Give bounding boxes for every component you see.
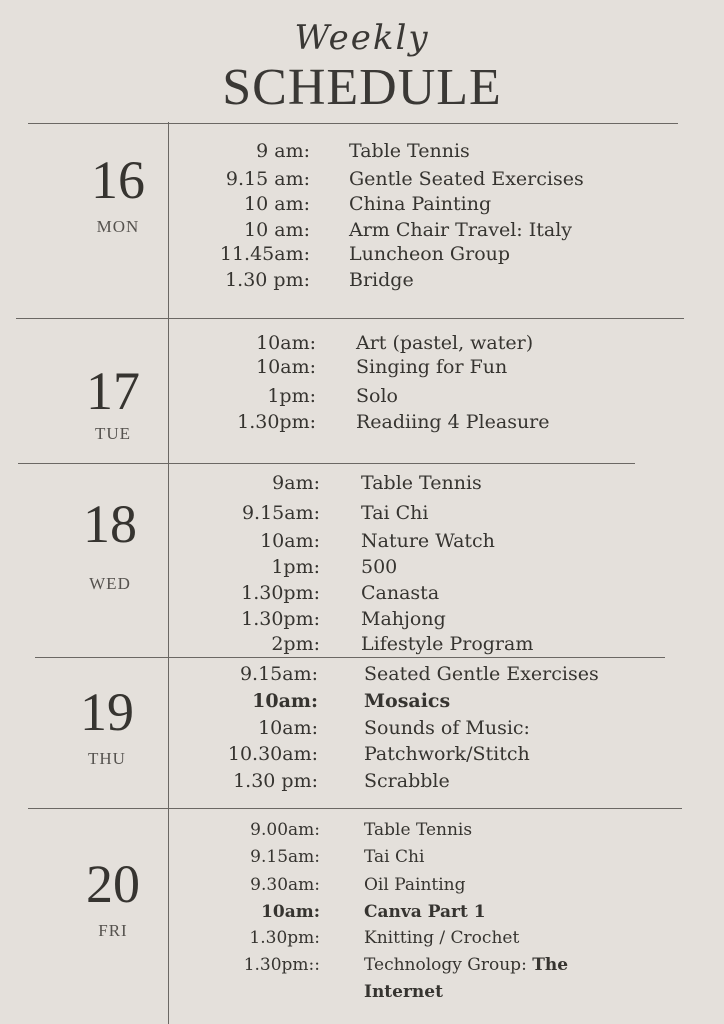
entry-time: 9.00am: — [250, 820, 320, 840]
day-number: 17 — [86, 361, 140, 421]
entry-event — [364, 902, 486, 922]
entry-time: 9am: — [272, 472, 320, 494]
entry-event — [349, 140, 470, 162]
divider — [28, 808, 682, 809]
entry-event — [364, 690, 450, 712]
event-text: Table Tennis — [364, 820, 473, 840]
entry-event — [361, 472, 482, 494]
entry-time: 11.45am: — [219, 243, 310, 265]
entry-time: 9.15am: — [250, 847, 320, 867]
entry-event — [356, 411, 550, 433]
day-name: WED — [89, 574, 131, 593]
entry-time: 9.15 am: — [225, 168, 310, 190]
entry-time: 1.30pm: — [237, 411, 316, 433]
event-text: Tai Chi — [361, 502, 429, 524]
entry-time: 1.30pm: — [249, 928, 320, 948]
entry-event — [349, 269, 414, 291]
day-number: 18 — [83, 494, 137, 554]
entry-time: 9.30am: — [250, 875, 320, 895]
event-text: 500 — [361, 556, 398, 578]
entry-time: 9.15am: — [239, 663, 318, 685]
event-text: Solo — [356, 385, 398, 407]
event-text: Tai Chi — [364, 847, 425, 867]
event-text: Oil Painting — [364, 875, 466, 895]
entry-event — [364, 663, 599, 685]
divider — [28, 123, 678, 124]
entry-event — [356, 356, 507, 378]
event-text-bold: The — [532, 955, 569, 975]
entry-event — [349, 193, 491, 215]
entry-time: 1.30pm:: — [243, 955, 320, 975]
entry-time: 10am: — [256, 356, 316, 378]
day-name: THU — [88, 749, 126, 768]
event-text: Luncheon Group — [349, 243, 511, 265]
entry-time: 9.15am: — [241, 502, 320, 524]
event-text: Technology Group: — [364, 955, 533, 975]
entry-event — [364, 743, 530, 765]
entry-event — [364, 717, 530, 739]
event-text: Canasta — [361, 582, 440, 604]
event-text: Patchwork/Stitch — [364, 743, 530, 765]
entry-event — [361, 502, 429, 524]
script-title: Weekly — [294, 18, 430, 58]
entry-event — [349, 243, 510, 265]
entry-event — [364, 875, 466, 895]
entry-event — [364, 770, 450, 792]
divider — [35, 657, 665, 658]
event-text: Nature Watch — [361, 530, 495, 552]
entry-event — [349, 219, 572, 241]
event-text: Readiing 4 Pleasure — [356, 411, 550, 433]
entry-event — [364, 928, 519, 948]
event-text: Scrabble — [364, 770, 450, 792]
entry-time: 1.30pm: — [241, 608, 320, 630]
entry-event — [364, 982, 443, 1002]
entry-event — [361, 582, 439, 604]
event-text: Mahjong — [361, 608, 446, 630]
entry-event — [361, 530, 495, 552]
entry-time: 10.30am: — [227, 743, 318, 765]
entry-event — [356, 385, 398, 407]
entry-event — [364, 847, 424, 867]
entry-time: 10am: — [260, 530, 320, 552]
entry-time: 1.30 pm: — [233, 770, 318, 792]
day-name: MON — [96, 217, 140, 236]
entry-event — [356, 332, 533, 354]
event-text: Table Tennis — [349, 140, 470, 162]
entry-time: 10am: — [252, 690, 318, 712]
entry-event — [361, 633, 533, 655]
entry-time: 10am: — [258, 717, 318, 739]
entry-event — [364, 820, 472, 840]
day-number: 19 — [80, 682, 134, 742]
entry-time: 10am: — [261, 902, 320, 922]
entry-time: 1pm: — [267, 385, 316, 407]
event-text: Table Tennis — [361, 472, 482, 494]
page-title: SCHEDULE — [222, 59, 502, 116]
event-text: Knitting / Crochet — [364, 928, 520, 948]
event-text: Arm Chair Travel: Italy — [349, 219, 573, 241]
entry-time: 1.30pm: — [241, 582, 320, 604]
day-name: TUE — [94, 424, 132, 443]
entry-time: 10 am: — [244, 219, 310, 241]
event-text: Seated Gentle Exercises — [364, 663, 599, 685]
event-text: Mosaics — [364, 690, 451, 712]
entry-event — [349, 168, 584, 190]
day-name: FRI — [98, 921, 128, 940]
divider — [18, 463, 635, 464]
event-text: Lifestyle Program — [361, 633, 534, 655]
entry-event — [364, 955, 568, 975]
day-number: 16 — [91, 150, 145, 210]
entry-time: 10am: — [256, 332, 316, 354]
event-text: China Painting — [349, 193, 492, 215]
entry-time: 2pm: — [271, 633, 320, 655]
entry-time: 1pm: — [271, 556, 320, 578]
entry-event — [361, 556, 397, 578]
entry-time: 10 am: — [244, 193, 310, 215]
day-number: 20 — [86, 854, 140, 914]
event-text: Canva Part 1 — [364, 902, 486, 922]
event-text: Art (pastel, water) — [356, 332, 534, 354]
event-text: Sounds of Music: — [364, 717, 530, 739]
entry-time: 9 am: — [256, 140, 310, 162]
event-text: Gentle Seated Exercises — [349, 168, 584, 190]
event-text: Bridge — [349, 269, 414, 291]
event-text: Singing for Fun — [356, 356, 508, 378]
divider — [16, 318, 684, 319]
event-text-bold: Internet — [364, 982, 443, 1002]
entry-time: 1.30 pm: — [225, 269, 310, 291]
entry-event — [361, 608, 446, 630]
